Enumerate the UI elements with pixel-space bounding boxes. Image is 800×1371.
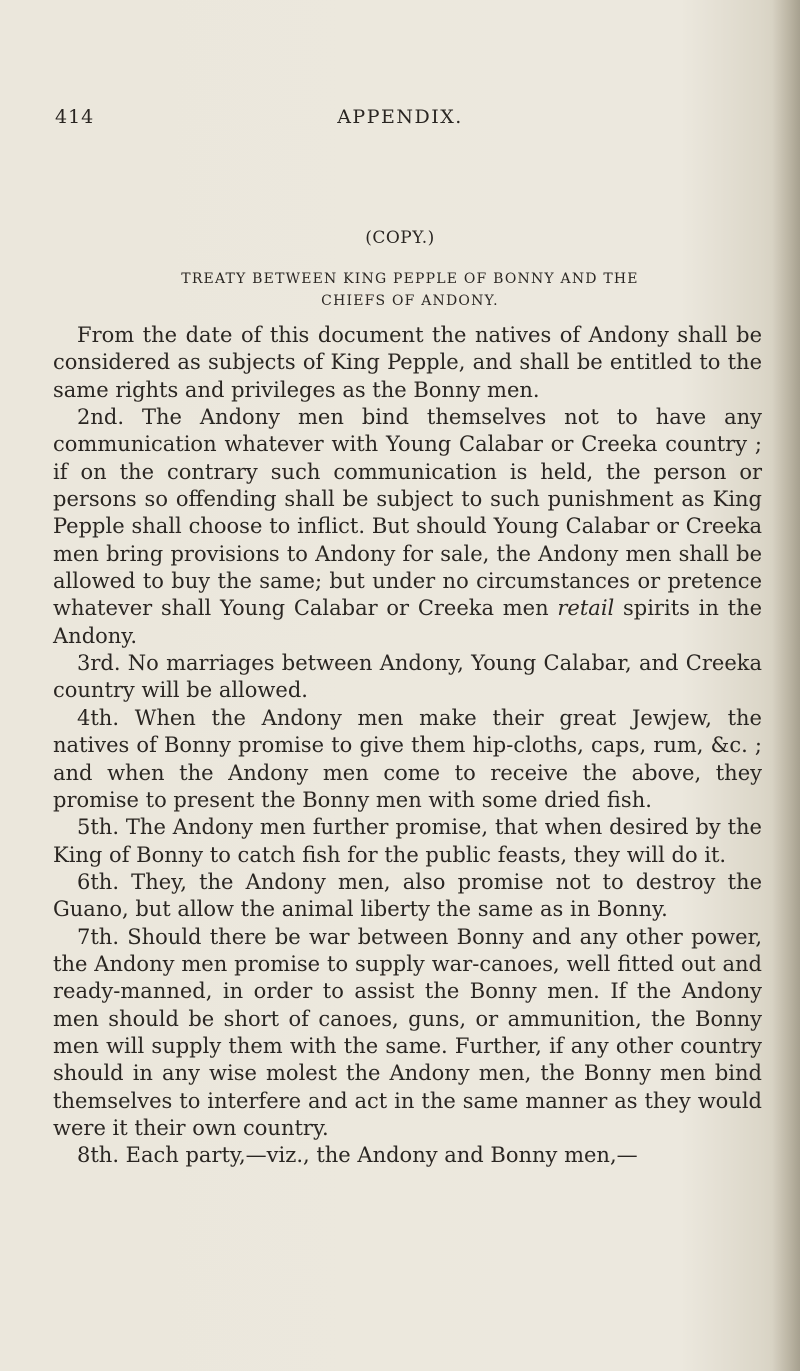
paragraph-article-6: 6th. They, the Andony men, also promise not to destroy the Guano, but allow the animal liberty the same as in Bonny. (53, 869, 762, 922)
title-line-1: TREATY BETWEEN KING PEPPLE OF BONNY AND THE (181, 271, 639, 287)
treaty-body (53, 322, 762, 1170)
document-title (70, 268, 750, 312)
paragraph-article-7: 7th. Should there be war between Bonny and any other power, the Andony men promise to supply war-canoes, well fitted out and ready-manned, in order to assist the Bonny men. If the Andony men should be short of canoes, guns, or ammunition, the Bonny men will supply them with the same. Further, if any other country should in any wise molest the Andony men, the Bonny men bind themselves to interfere and act in the same manner as they would were it their own country. (53, 924, 762, 1140)
paragraph-article-3: 3rd. No marriages between Andony, Young Calabar, and Creeka country will be allowed. (53, 651, 762, 703)
page-number: 414 (55, 106, 95, 128)
copy-label: (COPY.) (365, 228, 435, 248)
paragraph-article-8: 8th. Each party,—viz., the Andony and Bonny men,— (77, 1143, 638, 1168)
paragraph-article-2-text: 2nd. The Andony men bind themselves not to have any communication whatever with Young Calabar or Creeka country ; if on the contrary such communication is held, the person or persons so offending shall be subject to such punishment as King Pepple shall choose to inflict. But should Young Calabar or Creeka men bring provisions to Andony for sale, the Andony men shall be allowed to buy the same; but under no circumstances or pretence whatever shall Young Calabar or Creeka men (53, 405, 762, 621)
paragraph-article-2 (53, 404, 762, 650)
italic-retail: retail (557, 596, 615, 621)
page-edge-shadow (772, 0, 800, 1371)
running-head: APPENDIX. (337, 106, 463, 128)
paragraph-preamble: From the date of this document the natives of Andony shall be considered as subjects of King Pepple, and shall be entitled to the same rights and privileges as the Bonny men. (53, 323, 762, 402)
page-header (55, 106, 745, 136)
paragraph-article-5: 5th. The Andony men further promise, that when desired by the King of Bonny to catch fish for the public feasts, they will do it. (53, 815, 762, 867)
paragraph-article-4: 4th. When the Andony men make their great Jewjew, the natives of Bonny promise to give them hip-cloths, caps, rum, &c. ; and when the Andony men come to receive the above, they promise to present the Bonny men with some dried fish. (53, 705, 762, 812)
paragraph-article-2-tail: spirits in the Andony. (53, 596, 763, 648)
title-line-2: CHIEFS OF ANDONY. (321, 293, 499, 309)
